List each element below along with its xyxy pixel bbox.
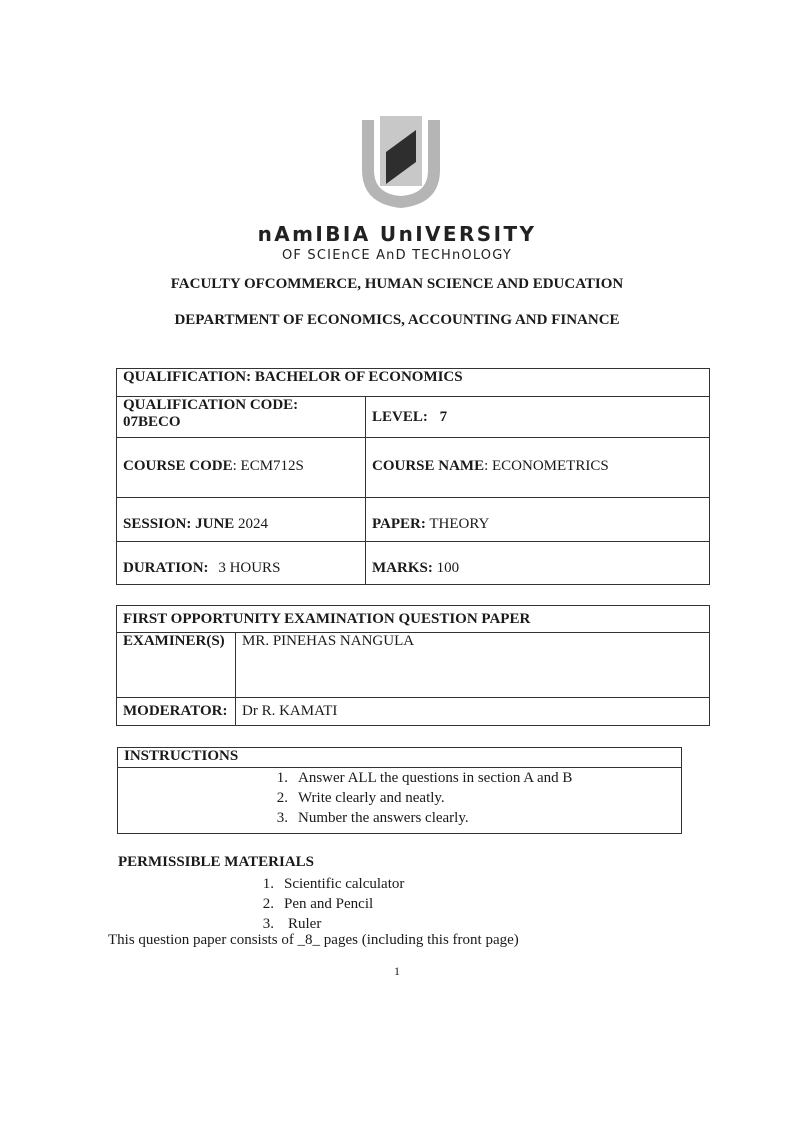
course-name-cell [366, 438, 710, 498]
qualification-table [116, 368, 710, 585]
qualification-code-cell [117, 397, 366, 438]
page-number: 1 [394, 964, 400, 978]
permissible-materials-title: PERMISSIBLE MATERIALS [118, 854, 315, 870]
paper-cell [366, 498, 710, 542]
qualification-title: QUALIFICATION: BACHELOR OF ECONOMICS [117, 369, 710, 397]
university-name: nAmIBIA UnIVERSITY [257, 222, 537, 246]
course-code-label: COURSE CODE [123, 458, 233, 474]
instructions-title: INSTRUCTIONS [118, 748, 682, 768]
level-label: LEVEL: [372, 408, 428, 425]
paper-value: THEORY [425, 516, 490, 532]
permissible-item: 3. Ruler [262, 916, 322, 932]
session-cell [117, 498, 366, 542]
moderator-label: MODERATOR: [117, 698, 236, 726]
instruction-item: 3. Number the answers clearly. [276, 810, 469, 826]
faculty-heading: FACULTY OFCOMMERCE, HUMAN SCIENCE AND EDUCATION [170, 276, 624, 292]
university-subtitle: OF SCIEnCE AnD TECHnOLOGY [281, 248, 512, 263]
duration-label: DURATION: [123, 560, 209, 576]
instructions-list [124, 768, 681, 828]
instructions-table [117, 747, 682, 834]
course-code-value: : ECM712S [232, 458, 304, 474]
course-code-cell [117, 438, 366, 498]
exam-table [116, 605, 710, 726]
qualification-code-label: QUALIFICATION CODE: [123, 397, 299, 413]
session-label: SESSION: JUNE [123, 516, 235, 532]
examiner-label: EXAMINER(S) [117, 633, 236, 698]
qualification-code-value: 07BECO [123, 414, 181, 430]
moderator-value: Dr R. KAMATI [236, 698, 710, 726]
course-name-label: COURSE NAME [372, 458, 485, 474]
examiner-value: MR. PINEHAS NANGULA [236, 633, 710, 698]
page-count-note: This question paper consists of _8_ pages (including this front page) [108, 932, 519, 948]
marks-value: 100 [432, 560, 460, 576]
duration-value: 3 HOURS [218, 560, 281, 576]
course-name-value: : ECONOMETRICS [484, 458, 609, 474]
exam-title: FIRST OPPORTUNITY EXAMINATION QUESTION PAPER [117, 606, 710, 633]
marks-cell [366, 542, 710, 585]
paper-label: PAPER: [372, 516, 426, 532]
instructions-cell [118, 768, 682, 834]
instruction-item: 2. Write clearly and neatly. [276, 790, 445, 806]
session-value: 2024 [234, 516, 269, 532]
department-heading: DEPARTMENT OF ECONOMICS, ACCOUNTING AND FINANCE [174, 312, 620, 328]
permissible-materials-list [250, 874, 404, 934]
level-cell [366, 397, 710, 438]
level-value: 7 [439, 408, 448, 425]
permissible-item: 1. Scientific calculator [262, 876, 405, 892]
permissible-item: 2. Pen and Pencil [262, 896, 374, 912]
university-logo [358, 112, 444, 210]
instruction-item: 1. Answer ALL the questions in section A and B [276, 770, 573, 786]
marks-label: MARKS: [372, 560, 433, 576]
duration-cell [117, 542, 366, 585]
